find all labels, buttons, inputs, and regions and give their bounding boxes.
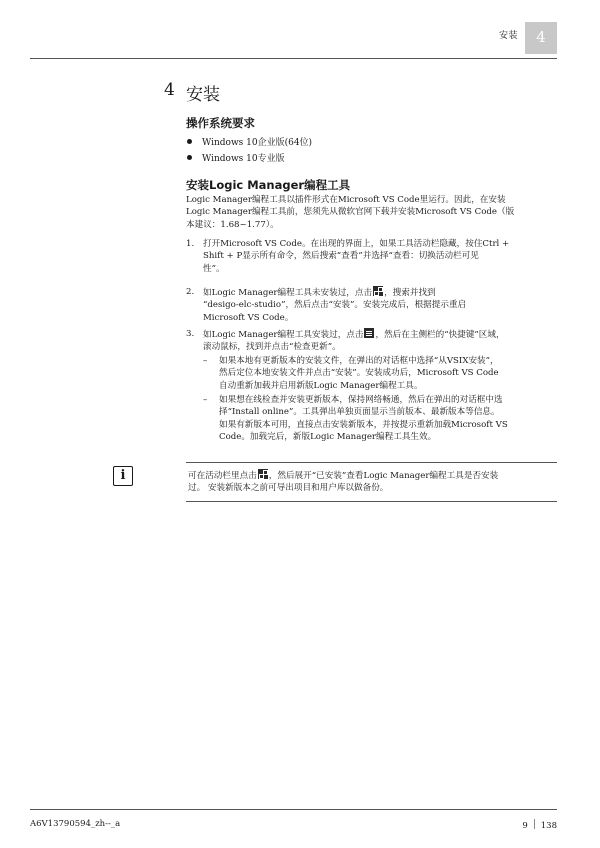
- sub-item-local-install: [203, 355, 555, 393]
- list-item-text: Windows 10专业版: [202, 154, 285, 164]
- step-number: 3.: [186, 329, 195, 339]
- text-line: 自动重新加载并启用新版Logic Manager编程工具。: [219, 380, 423, 391]
- list-item: [186, 151, 285, 164]
- text-line: 如Logic Manager编程工具安装过，点击: [203, 330, 364, 340]
- text-line: 如果想在线检查并安装更新版本，保持网络畅通，然后在弹出的对话框中选: [219, 395, 503, 405]
- text-line: Microsoft VS Code。: [203, 312, 294, 323]
- bullet-icon: [187, 139, 192, 144]
- text-line: 性”。: [203, 263, 225, 274]
- text-line: 滚动鼠标，找到并点击“检查更新”。: [203, 342, 341, 353]
- dash-marker: –: [203, 356, 208, 366]
- intro-paragraph: [186, 194, 554, 231]
- text-line: 本建议：1.68~1.77）。: [186, 219, 279, 230]
- text-line: Logic Manager编程工具前，您须先从微软官网下载并安装Microsoft VS Code（版: [186, 207, 515, 218]
- info-icon: i: [113, 466, 133, 486]
- dash-marker: –: [203, 395, 208, 405]
- sub-item-online-install: [203, 394, 555, 444]
- text-line: 然后定位本地安装文件并点击“安装”。安装成功后，Microsoft VS Code: [219, 368, 499, 379]
- extensions-icon: [373, 286, 383, 296]
- note-divider-top: [186, 462, 557, 463]
- text-line: Logic Manager编程工具以插件形式在Microsoft VS Code里运行。因此，在安装: [186, 195, 506, 205]
- page-separator: [534, 819, 535, 829]
- extensions-icon: [258, 469, 268, 479]
- logic-manager-icon: [364, 328, 374, 338]
- bullet-icon: [187, 155, 192, 160]
- text-line: 可在活动栏里点击: [188, 471, 257, 481]
- step-3: [186, 328, 556, 354]
- list-item: [186, 135, 312, 148]
- step-number: 2.: [186, 287, 195, 297]
- chapter-tab: 4: [525, 22, 557, 54]
- current-page: 9: [522, 821, 528, 831]
- text-line: ，然后展开“已安装”查看Logic Manager编程工具是否安装: [268, 471, 499, 481]
- text-line: ，搜索并找到: [384, 288, 436, 298]
- text-line: 如果本地有更新版本的安装文件，在弹出的对话框中选择“从VSIX安装”，: [219, 356, 499, 366]
- header-divider: [30, 58, 557, 59]
- text-line: “desigo-elc-studio”，然后点击“安装”。安装完成后，根据提示重启: [203, 300, 467, 311]
- text-line: 择“Install online”。工具弹出单独页面显示当前版本、最新版本等信息。: [219, 407, 500, 418]
- text-line: ，然后在主侧栏的“快捷键”区域，: [375, 330, 505, 340]
- note-text: [188, 469, 554, 495]
- text-line: 打开Microsoft VS Code。在出现的界面上，如果工具活动栏隐藏，按住Ctrl +: [203, 239, 510, 249]
- text-line: Code。加载完后，新版Logic Manager编程工具生效。: [219, 432, 437, 443]
- chapter-number: 4: [164, 80, 175, 100]
- text-line: 过。 安装新版本之前可导出项目和用户库以做备份。: [188, 483, 389, 494]
- text-line: 如果有新版本可用，直接点击安装新版本，并按提示重新加载Microsoft VS: [219, 419, 508, 430]
- note-divider-bottom: [186, 501, 557, 502]
- page-number: [522, 819, 557, 831]
- text-line: 如Logic Manager编程工具未安装过，点击: [203, 288, 373, 298]
- footer-divider: [30, 809, 557, 810]
- step-2: [186, 286, 556, 324]
- document-id: A6V13790594_zh--_a: [30, 819, 121, 829]
- step-1: [186, 238, 556, 276]
- os-requirements-heading: 操作系统要求: [186, 116, 255, 130]
- install-heading: 安装Logic Manager编程工具: [186, 178, 351, 192]
- step-number: 1.: [186, 239, 195, 249]
- header-section-label: 安装: [498, 31, 518, 41]
- text-line: Shift + P显示所有命令，然后搜索“查看”并选择“查看：切换活动栏可见: [203, 251, 479, 262]
- chapter-title: 安装: [186, 85, 220, 105]
- total-pages: 138: [540, 821, 557, 831]
- list-item-text: Windows 10企业版(64位): [202, 138, 313, 148]
